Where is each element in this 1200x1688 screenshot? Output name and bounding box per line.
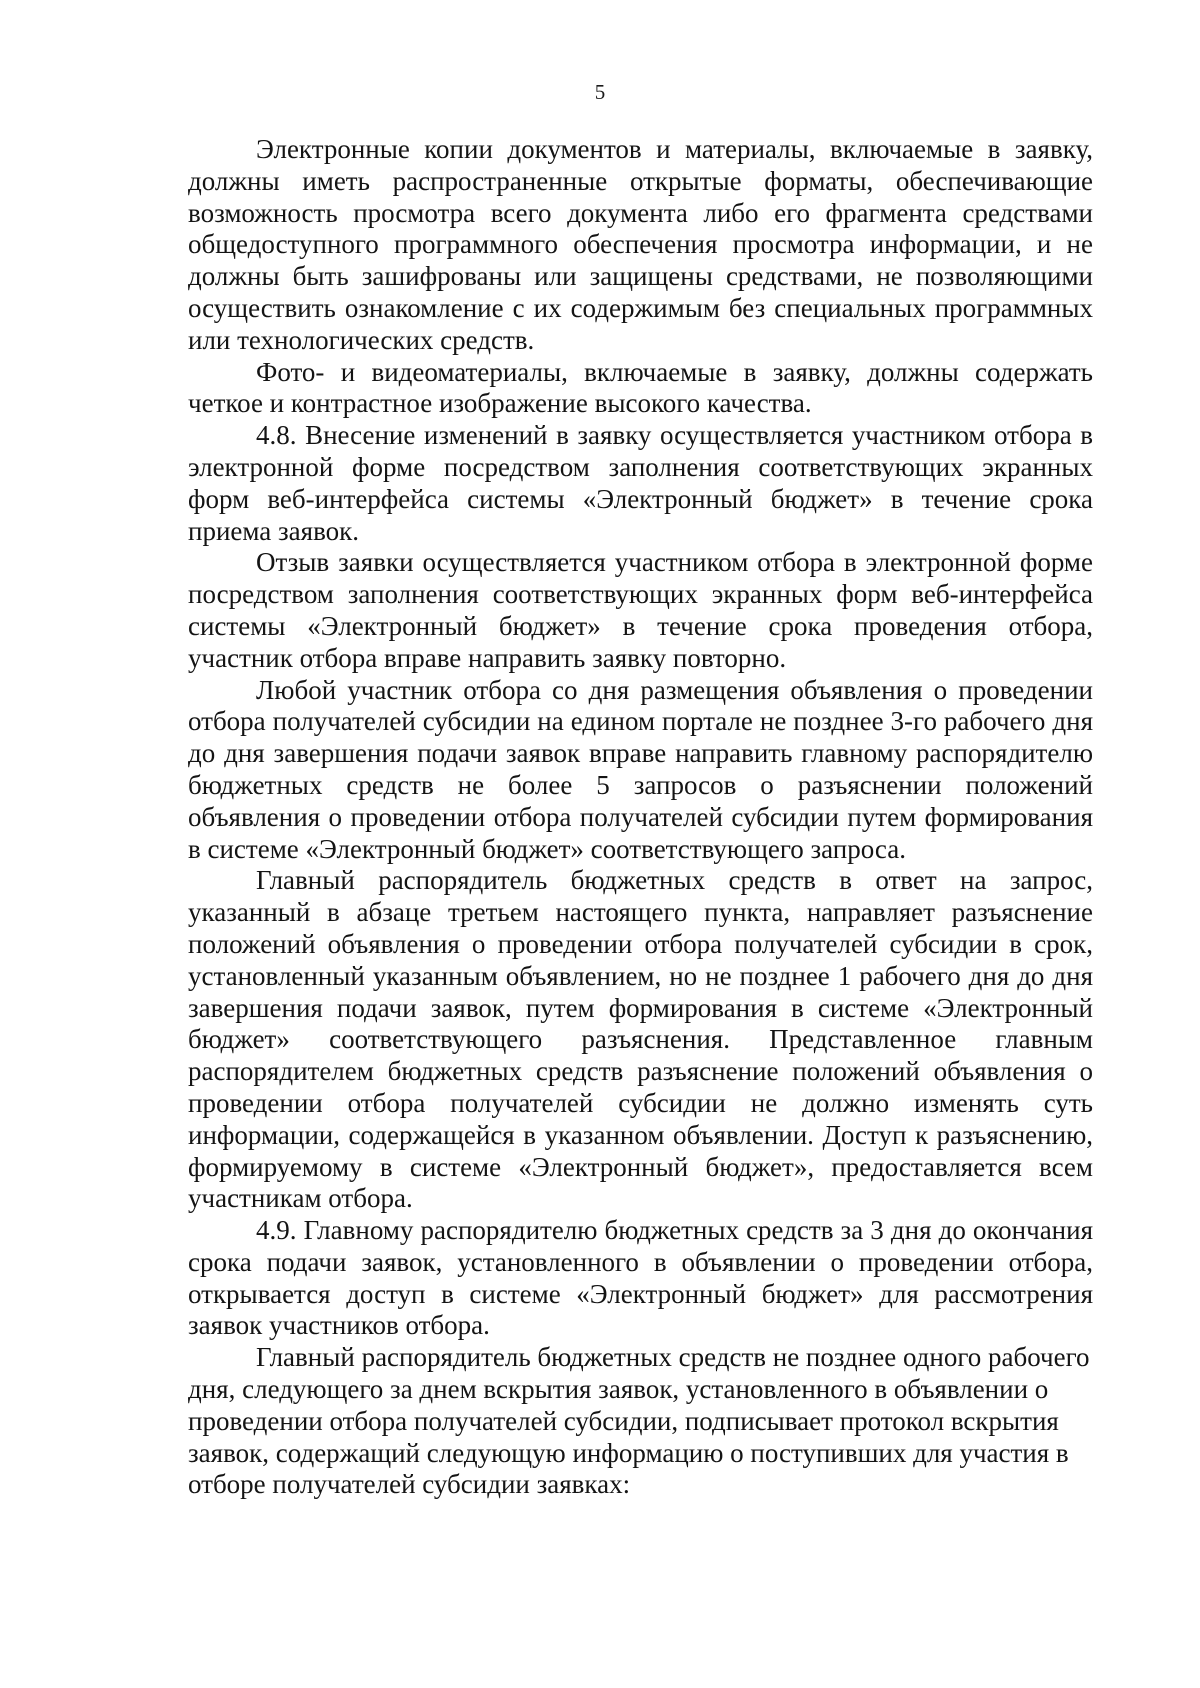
paragraph-photo-video: Фото- и видеоматериалы, включаемые в заявку, должны содержать четкое и контрастное изображение высокого качества. <box>188 356 1093 419</box>
document-body <box>188 134 1093 1501</box>
paragraph-4-9-access: 4.9. Главному распорядителю бюджетных средств за 3 дня до окончания срока подачи заявок, установленного в объявлении о проведении отбора, открывается доступ в системе «Электронный бюджет» для рассмотрения заявок участников отбора. <box>188 1215 1093 1341</box>
paragraph-withdrawal: Отзыв заявки осуществляется участником отбора в электронной форме посредством заполнения соответствующих экранных форм веб-интерфейса системы «Электронный бюджет» в течение срока проведения отбора, участник отбора вправе направить заявку повторно. <box>188 547 1093 673</box>
paragraph-electronic-copies: Электронные копии документов и материалы, включаемые в заявку, должны иметь распространенные открытые форматы, обеспечивающие возможность просмотра всего документа либо его фрагмента средствами общедоступного программного обеспечения просмотра информации, и не должны быть зашифрованы или защищены средствами, не позволяющими осуществить ознакомление с их содержимым без специальных программных или технологических средств. <box>188 134 1093 355</box>
page-number: 5 <box>594 80 606 104</box>
paragraph-4-8-changes: 4.8. Внесение изменений в заявку осуществляется участником отбора в электронной форме посредством заполнения соответствующих экранных форм веб-интерфейса системы «Электронный бюджет» в течение срока приема заявок. <box>188 420 1093 546</box>
paragraph-clarification-request: Любой участник отбора со дня размещения объявления о проведении отбора получателей субсидии на едином портале не позднее 3-го рабочего дня до дня завершения подачи заявок вправе направить главному распорядителю бюджетных средств не более 5 запросов о разъяснении положений объявления о проведении отбора получателей субсидии путем формирования в системе «Электронный бюджет» соответствующего запроса. <box>188 674 1093 864</box>
paragraph-opening-protocol: Главный распорядитель бюджетных средств не позднее одного рабочего дня, следующего за днем вскрытия заявок, установленного в объявлении о проведении отбора получателей субсидии, подписывает протокол вскрытия заявок, содержащий следующую информацию о поступивших для участия в отборе получателей субсидии заявках: <box>188 1342 1090 1500</box>
paragraph-clarification-response: Главный распорядитель бюджетных средств в ответ на запрос, указанный в абзаце третьем настоящего пункта, направляет разъяснение положений объявления о проведении отбора получателей субсидии в срок, установленный указанным объявлением, но не позднее 1 рабочего дня до дня завершения подачи заявок, путем формирования в системе «Электронный бюджет» соответствующего разъяснения. Представленное главным распорядителем бюджетных средств разъяснение положений объявления о проведении отбора получателей субсидии не должно изменять суть информации, содержащейся в указанном объявлении. Доступ к разъяснению, формируемому в системе «Электронный бюджет», предоставляется всем участникам отбора. <box>188 865 1093 1214</box>
